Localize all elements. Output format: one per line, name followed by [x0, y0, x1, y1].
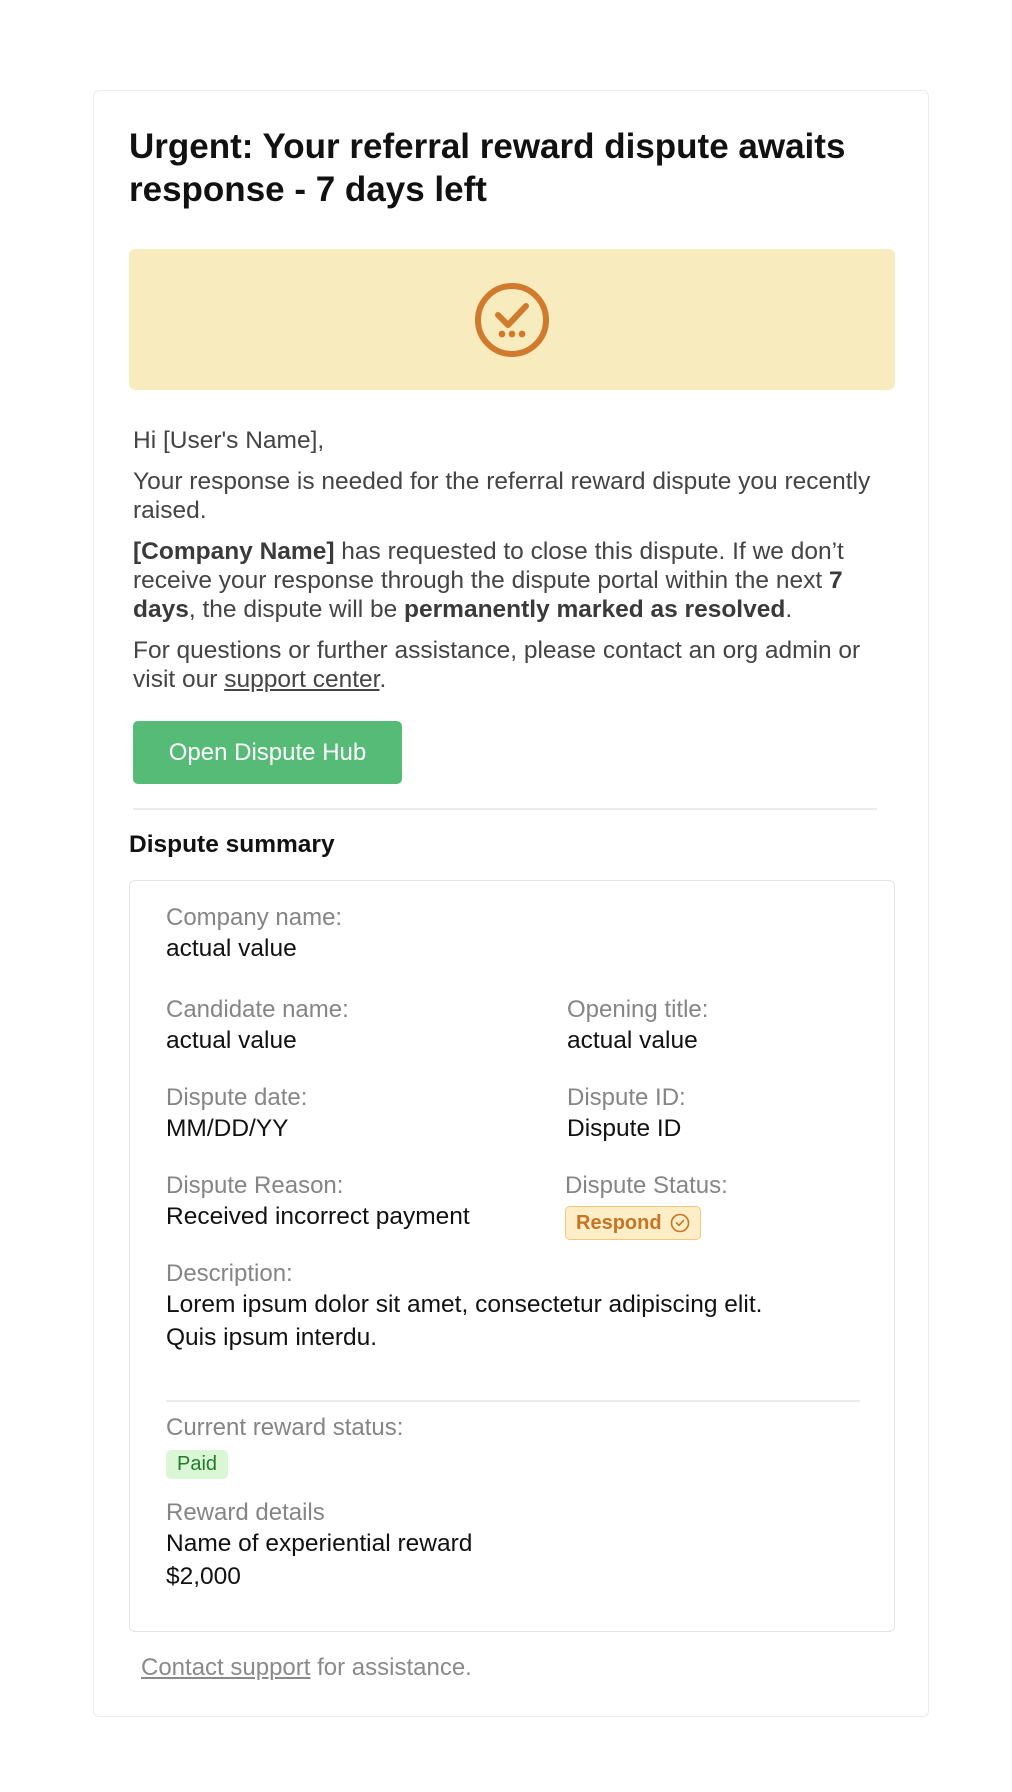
- dispute-summary-heading: Dispute summary: [129, 831, 335, 858]
- dispute-summary-box: [129, 880, 895, 1632]
- summary-divider: [166, 1400, 860, 1402]
- status-badge: Respond: [565, 1206, 701, 1240]
- footer-note: Contact support for assistance.: [141, 1654, 472, 1681]
- reward-details-field: Reward details Name of experiential reward $2,000: [166, 1499, 473, 1590]
- company-name-text: [Company Name]: [133, 538, 335, 565]
- status-banner: [129, 249, 895, 390]
- reward-status-field: Current reward status: Paid: [166, 1414, 403, 1479]
- divider: [133, 808, 877, 810]
- dispute-id-field: Dispute ID: Dispute ID: [567, 1084, 686, 1142]
- support-center-link[interactable]: support center: [224, 666, 380, 693]
- opening-title-field: Opening title: actual value: [567, 996, 709, 1054]
- check-circle-icon: [670, 1213, 690, 1233]
- paid-badge: Paid: [166, 1450, 228, 1479]
- dispute-reason-field: Dispute Reason: Received incorrect payment: [166, 1172, 470, 1230]
- email-card: [93, 90, 929, 1717]
- description-field: Description: Lorem ipsum dolor sit amet, consectetur adipiscing elit. Quis ipsum interdu.: [166, 1260, 763, 1351]
- check-circle-dots-icon: [474, 282, 550, 358]
- email-body: [133, 426, 893, 706]
- open-dispute-hub-button[interactable]: Open Dispute Hub: [133, 721, 402, 784]
- candidate-name-field: Candidate name: actual value: [166, 996, 349, 1054]
- deadline-paragraph: [Company Name] has requested to close this dispute. If we don’t receive your response through the dispute portal within the next 7 days, the dispute will be permanently marked as resolved.: [133, 538, 844, 623]
- company-name-field: Company name: actual value: [166, 904, 343, 962]
- contact-support-link[interactable]: Contact support: [141, 1654, 311, 1681]
- intro-paragraph: Your response is needed for the referral reward dispute you recently raised.: [133, 468, 871, 524]
- greeting: Hi [User's Name],: [133, 427, 325, 454]
- help-paragraph: For questions or further assistance, please contact an org admin or visit our support center.: [133, 637, 861, 693]
- email-title: Urgent: Your referral reward dispute awaits response - 7 days left: [129, 127, 846, 209]
- days-text: 7 days: [133, 567, 843, 623]
- dispute-status-field: Dispute Status: Respond: [565, 1172, 728, 1240]
- resolved-text: permanently marked as resolved: [404, 596, 786, 623]
- dispute-date-field: Dispute date: MM/DD/YY: [166, 1084, 308, 1142]
